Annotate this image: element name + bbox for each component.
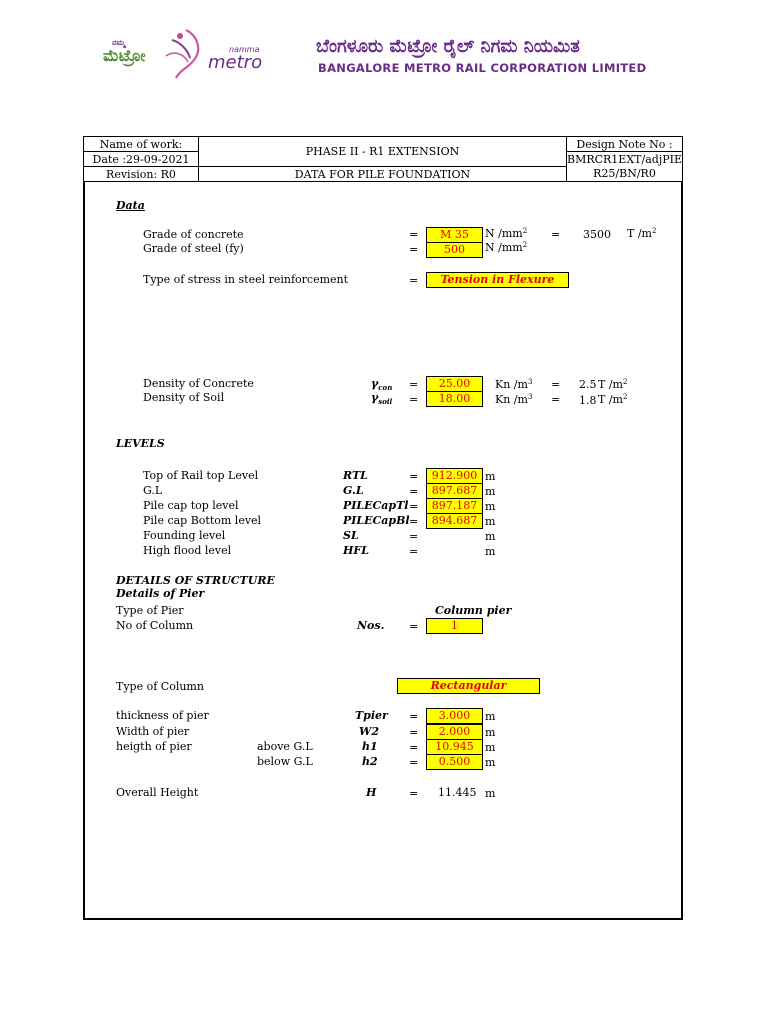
density-soil-unit2 [598, 393, 627, 406]
density-soil-unit-text: Kn /m [495, 393, 528, 406]
level-eq: = [409, 500, 419, 513]
logo-metro-kannada: ಮೆಟ್ರೋ [103, 46, 146, 65]
level-symbol: RTL [343, 469, 368, 482]
corporation-name-kannada: ಬೆಂಗಳೂರು ಮೆಟ್ರೋ ರೈಲ್ ನಿಗಮ ನಿಯಮಿತ [316, 36, 580, 57]
pier-height-below-label: below G.L [257, 755, 313, 768]
levels-heading: LEVELS [116, 437, 165, 450]
pier-height-below-symbol: h2 [362, 755, 378, 768]
level-symbol: G.L [343, 484, 364, 497]
name-of-work-label: Name of work: [99, 137, 183, 151]
level-unit: m [485, 500, 496, 513]
gamma-soil-subscript: soil [378, 397, 393, 407]
density-soil-eq: = [409, 393, 419, 406]
revision-cell [83, 166, 199, 182]
overall-height-value: 11.445 [438, 786, 477, 799]
pier-details-heading: Details of Pier [116, 587, 205, 600]
pier-thickness-unit: m [485, 710, 496, 723]
grade-steel-unit-text: N /mm [485, 241, 523, 254]
density-soil-label: Density of Soil [143, 391, 225, 404]
grade-concrete-unit2-sup: 2 [651, 227, 657, 235]
date-text: Date :29-09-2021 [92, 152, 190, 166]
stress-type-value[interactable]: Tension in Flexure [426, 272, 569, 288]
grade-steel-unit-sup: 2 [522, 241, 528, 249]
gamma-con-symbol: γ [371, 377, 379, 390]
level-label: High flood level [143, 544, 232, 557]
density-soil-value2: 1.8 [579, 394, 597, 407]
level-value[interactable]: 894.687 [426, 513, 483, 529]
level-unit: m [485, 515, 496, 528]
pier-width-label: Width of pier [116, 725, 190, 738]
pier-thickness-symbol: Tpier [355, 709, 388, 722]
overall-height-label: Overall Height [116, 786, 199, 799]
pier-width-value[interactable]: 2.000 [426, 724, 483, 740]
pier-width-unit: m [485, 726, 496, 739]
level-label: Pile cap Bottom level [143, 514, 262, 527]
date-cell [83, 151, 199, 167]
grade-concrete-eq: = [409, 228, 419, 241]
pier-height-above-unit: m [485, 741, 496, 754]
density-concrete-unit2 [598, 378, 627, 391]
revision-text: Revision: R0 [106, 167, 176, 181]
density-soil-value[interactable]: 18.00 [426, 391, 483, 407]
level-value[interactable]: 897.687 [426, 483, 483, 499]
density-concrete-unit2-sup: 2 [622, 378, 628, 386]
pier-thickness-label: thickness of pier [116, 709, 209, 722]
density-soil-unit-sup: 3 [527, 393, 533, 401]
level-label: Top of Rail top Level [143, 469, 259, 482]
grade-concrete-unit2 [627, 227, 656, 240]
density-concrete-value[interactable]: 25.00 [426, 376, 483, 392]
density-concrete-label: Density of Concrete [143, 377, 254, 390]
grade-steel-value[interactable]: 500 [426, 242, 483, 258]
gamma-con-subscript: con [378, 383, 393, 393]
pier-height-above-symbol: h1 [362, 740, 378, 753]
logo-namma-text: namma [229, 45, 260, 54]
density-concrete-unit-text: Kn /m [495, 378, 528, 391]
level-symbol: PILECapTl [343, 499, 409, 512]
level-unit: m [485, 485, 496, 498]
grade-concrete-label: Grade of concrete [143, 228, 244, 241]
stress-type-eq: = [409, 274, 419, 287]
pier-height-below-eq: = [409, 756, 419, 769]
structure-heading: DETAILS OF STRUCTURE [116, 574, 275, 587]
corporation-name-english: BANGALORE METRO RAIL CORPORATION LIMITED [318, 61, 647, 75]
project-title: PHASE II - R1 EXTENSION [305, 145, 460, 158]
pier-width-symbol: W2 [359, 725, 380, 738]
design-note-number-line1: BMRCR1EXT/adjPIE [566, 152, 683, 166]
pier-thickness-value[interactable]: 3.000 [426, 708, 483, 724]
density-concrete-value2: 2.5 [579, 378, 597, 391]
pier-height-below-unit: m [485, 756, 496, 769]
grade-concrete-value[interactable]: M 35 [426, 227, 483, 243]
type-of-column-label: Type of Column [116, 680, 204, 693]
pier-height-below-value[interactable]: 0.500 [426, 754, 483, 770]
grade-concrete-unit-text: N /mm [485, 227, 523, 240]
pier-width-eq: = [409, 726, 419, 739]
level-value[interactable]: 912.900 [426, 468, 483, 484]
no-of-column-value[interactable]: 1 [426, 618, 483, 634]
density-soil-unit [495, 393, 532, 406]
no-of-column-eq: = [409, 620, 419, 633]
type-of-column-value[interactable]: Rectangular [397, 678, 540, 694]
level-unit: m [485, 545, 496, 558]
level-label: Founding level [143, 529, 226, 542]
grade-steel-eq: = [409, 243, 419, 256]
level-unit: m [485, 470, 496, 483]
grade-concrete-unit [485, 227, 527, 240]
pier-height-above-eq: = [409, 741, 419, 754]
data-heading: Data [116, 199, 145, 212]
level-eq: = [409, 530, 419, 543]
pier-height-above-value[interactable]: 10.945 [426, 739, 483, 755]
name-of-work-cell [83, 136, 199, 152]
level-eq: = [409, 470, 419, 483]
level-label: Pile cap top level [143, 499, 239, 512]
no-of-column-symbol: Nos. [357, 619, 385, 632]
density-concrete-unit2-text: T /m [598, 378, 623, 391]
density-soil-symbol [371, 391, 392, 406]
level-symbol: PILECapBl [343, 514, 410, 527]
level-eq: = [409, 485, 419, 498]
grade-concrete-unit-sup: 2 [522, 227, 528, 235]
level-eq: = [409, 545, 419, 558]
level-symbol: SL [343, 529, 359, 542]
project-cell [198, 136, 567, 167]
pier-height-label: heigth of pier [116, 740, 192, 753]
density-concrete-unit-sup: 3 [527, 378, 533, 386]
level-symbol: HFL [343, 544, 369, 557]
stress-type-label: Type of stress in steel reinforcement [143, 273, 349, 286]
overall-height-unit: m [485, 787, 496, 800]
subject-cell [198, 166, 567, 182]
grade-concrete-value2: 3500 [583, 228, 611, 241]
design-note-label: Design Note No : [576, 137, 673, 151]
density-soil-unit2-sup: 2 [622, 393, 628, 401]
logo-namma-kannada: ನಮ್ಮ [112, 38, 126, 47]
design-note-number-cell [566, 151, 683, 182]
type-of-pier-label: Type of Pier [116, 604, 184, 617]
grade-concrete-eq2: = [551, 228, 561, 241]
density-concrete-unit [495, 378, 532, 391]
density-soil-unit2-text: T /m [598, 393, 623, 406]
type-of-pier-value: Column pier [435, 604, 512, 617]
pier-thickness-eq: = [409, 710, 419, 723]
density-concrete-eq: = [409, 378, 419, 391]
subject-title: DATA FOR PILE FOUNDATION [294, 167, 471, 181]
density-concrete-eq2: = [551, 378, 561, 391]
grade-steel-unit [485, 241, 527, 254]
logo-metro-text: metro [208, 52, 263, 73]
overall-height-symbol: H [366, 786, 377, 799]
level-eq: = [409, 515, 419, 528]
gamma-soil-symbol: γ [371, 391, 379, 404]
grade-concrete-unit2-text: T /m [627, 227, 652, 240]
design-note-label-cell [566, 136, 683, 152]
no-of-column-label: No of Column [116, 619, 194, 632]
design-note-number-line2: R25/BN/R0 [593, 166, 656, 180]
density-soil-eq2: = [551, 393, 561, 406]
grade-steel-label: Grade of steel (fy) [143, 242, 244, 255]
pier-height-above-label: above G.L [257, 740, 313, 753]
level-unit: m [485, 530, 496, 543]
level-value[interactable]: 897.187 [426, 498, 483, 514]
density-concrete-symbol [371, 377, 392, 392]
overall-height-eq: = [409, 787, 419, 800]
level-label: G.L [143, 484, 163, 497]
